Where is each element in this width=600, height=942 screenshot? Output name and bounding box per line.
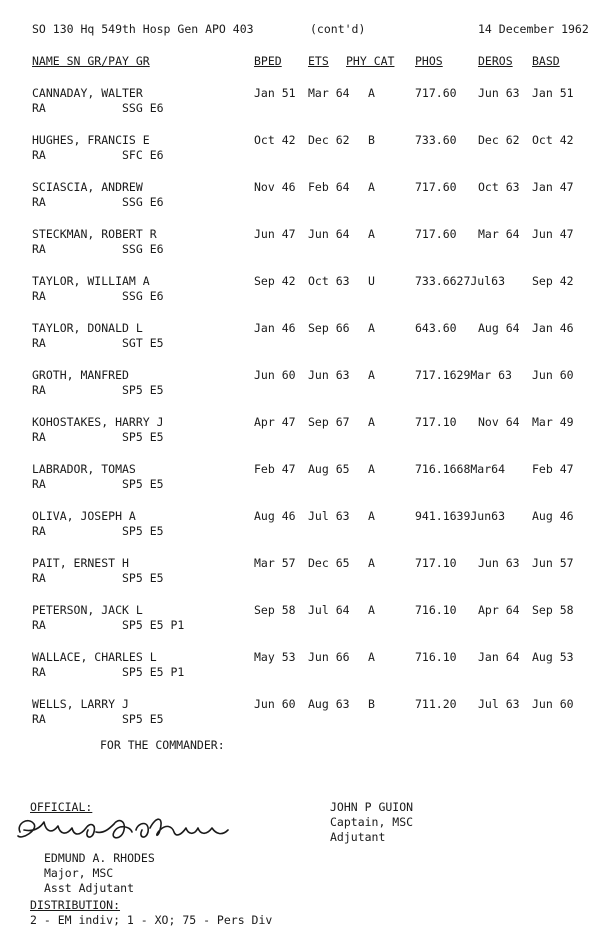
col-header-name: NAME SN GR/PAY GR	[32, 54, 150, 68]
order-reference: SO 130 Hq 549th Hosp Gen APO 403	[32, 22, 254, 36]
phos-value: 716.10	[415, 603, 457, 617]
ets-value: Jun 64	[308, 227, 350, 241]
soldier-name: GROTH, MANFRED	[32, 368, 129, 382]
col-header-ets: ETS	[308, 54, 329, 68]
component: RA	[32, 148, 46, 162]
grade: SFC E6	[122, 148, 164, 162]
bped-value: Jun 60	[254, 368, 296, 382]
deros-value: Nov 64	[478, 415, 520, 429]
phos-value: 733.6627Jul63	[415, 274, 506, 288]
continued-note: (cont'd)	[310, 22, 366, 36]
table-row	[0, 556, 600, 588]
table-row	[0, 227, 600, 259]
grade: SSG E6	[122, 289, 164, 303]
grade: SP5 E5	[122, 383, 164, 397]
phy-cat-value: A	[368, 180, 375, 194]
basd-value: Jan 46	[532, 321, 574, 335]
bped-value: Oct 42	[254, 133, 296, 147]
grade: SP5 E5	[122, 571, 164, 585]
soldier-name: STECKMAN, ROBERT R	[32, 227, 157, 241]
distribution-label: DISTRIBUTION:	[30, 898, 121, 912]
basd-value: Mar 49	[532, 415, 574, 429]
phy-cat-value: B	[368, 697, 375, 711]
basd-value: Aug 46	[532, 509, 574, 523]
component: RA	[32, 336, 46, 350]
soldier-name: TAYLOR, DONALD L	[32, 321, 143, 335]
ets-value: Feb 64	[308, 180, 350, 194]
deros-value: Apr 64	[478, 603, 520, 617]
basd-value: Jun 47	[532, 227, 574, 241]
ets-value: Mar 64	[308, 86, 350, 100]
official-title: Asst Adjutant	[44, 881, 135, 895]
distribution-text: 2 - EM indiv; 1 - XO; 75 - Pers Div	[30, 913, 273, 927]
document-date: 14 December 1962	[478, 22, 589, 36]
col-header-bped: BPED	[254, 54, 282, 68]
component: RA	[32, 242, 46, 256]
phos-value: 716.1668Mar64	[415, 462, 506, 476]
grade: SP5 E5	[122, 712, 164, 726]
basd-value: Sep 42	[532, 274, 574, 288]
phy-cat-value: A	[368, 86, 375, 100]
ets-value: Sep 66	[308, 321, 350, 335]
component: RA	[32, 477, 46, 491]
signer-name: JOHN P GUION	[330, 800, 414, 814]
grade: SP5 E5	[122, 477, 164, 491]
bped-value: Nov 46	[254, 180, 296, 194]
deros-value: Jun 63	[478, 86, 520, 100]
handwritten-signature	[14, 810, 264, 850]
component: RA	[32, 571, 46, 585]
component: RA	[32, 665, 46, 679]
bped-value: Mar 57	[254, 556, 296, 570]
bped-value: May 53	[254, 650, 296, 664]
deros-value: Dec 62	[478, 133, 520, 147]
soldier-name: WELLS, LARRY J	[32, 697, 129, 711]
ets-value: Jul 63	[308, 509, 350, 523]
phy-cat-value: A	[368, 556, 375, 570]
grade: SP5 E5	[122, 524, 164, 538]
col-header-phos: PHOS	[415, 54, 443, 68]
bped-value: Jun 60	[254, 697, 296, 711]
phy-cat-value: A	[368, 227, 375, 241]
ets-value: Sep 67	[308, 415, 350, 429]
grade: SP5 E5 P1	[122, 665, 185, 679]
bped-value: Jan 46	[254, 321, 296, 335]
table-row	[0, 509, 600, 541]
soldier-name: TAYLOR, WILLIAM A	[32, 274, 150, 288]
phos-value: 717.10	[415, 415, 457, 429]
basd-value: Oct 42	[532, 133, 574, 147]
phos-value: 643.60	[415, 321, 457, 335]
ets-value: Aug 63	[308, 697, 350, 711]
col-header-basd: BASD	[532, 54, 560, 68]
basd-value: Aug 53	[532, 650, 574, 664]
phy-cat-value: A	[368, 462, 375, 476]
basd-value: Jun 60	[532, 368, 574, 382]
deros-value: Oct 63	[478, 180, 520, 194]
soldier-name: SCIASCIA, ANDREW	[32, 180, 143, 194]
basd-value: Sep 58	[532, 603, 574, 617]
phos-value: 733.60	[415, 133, 457, 147]
for-commander: FOR THE COMMANDER:	[100, 738, 225, 752]
table-row	[0, 603, 600, 635]
table-row	[0, 86, 600, 118]
table-row	[0, 368, 600, 400]
ets-value: Dec 65	[308, 556, 350, 570]
bped-value: Feb 47	[254, 462, 296, 476]
table-row	[0, 180, 600, 212]
official-label: OFFICIAL:	[30, 800, 93, 814]
phos-value: 717.60	[415, 86, 457, 100]
phy-cat-value: A	[368, 650, 375, 664]
table-row	[0, 133, 600, 165]
ets-value: Oct 63	[308, 274, 350, 288]
grade: SSG E6	[122, 101, 164, 115]
grade: SSG E6	[122, 195, 164, 209]
basd-value: Jan 47	[532, 180, 574, 194]
phy-cat-value: A	[368, 415, 375, 429]
basd-value: Feb 47	[532, 462, 574, 476]
soldier-name: PAIT, ERNEST H	[32, 556, 129, 570]
component: RA	[32, 383, 46, 397]
phos-value: 717.60	[415, 227, 457, 241]
ets-value: Aug 65	[308, 462, 350, 476]
bped-value: Jun 47	[254, 227, 296, 241]
soldier-name: KOHOSTAKES, HARRY J	[32, 415, 164, 429]
phy-cat-value: A	[368, 603, 375, 617]
ets-value: Jul 64	[308, 603, 350, 617]
grade: SGT E5	[122, 336, 164, 350]
grade: SP5 E5	[122, 430, 164, 444]
component: RA	[32, 712, 46, 726]
soldier-name: PETERSON, JACK L	[32, 603, 143, 617]
table-row	[0, 650, 600, 682]
bped-value: Sep 58	[254, 603, 296, 617]
signer-rank: Captain, MSC	[330, 815, 414, 829]
bped-value: Jan 51	[254, 86, 296, 100]
table-row	[0, 274, 600, 306]
bped-value: Apr 47	[254, 415, 296, 429]
phy-cat-value: U	[368, 274, 375, 288]
phos-value: 717.1629Mar 63	[415, 368, 512, 382]
phos-value: 717.10	[415, 556, 457, 570]
soldier-name: WALLACE, CHARLES L	[32, 650, 157, 664]
component: RA	[32, 430, 46, 444]
phy-cat-value: A	[368, 368, 375, 382]
table-row	[0, 697, 600, 729]
official-rank: Major, MSC	[44, 866, 114, 880]
deros-value: Mar 64	[478, 227, 520, 241]
table-row	[0, 415, 600, 447]
deros-value: Jan 64	[478, 650, 520, 664]
deros-value: Jun 63	[478, 556, 520, 570]
phos-value: 717.60	[415, 180, 457, 194]
col-header-deros: DEROS	[478, 54, 513, 68]
ets-value: Jun 63	[308, 368, 350, 382]
table-row	[0, 462, 600, 494]
phy-cat-value: A	[368, 321, 375, 335]
basd-value: Jun 57	[532, 556, 574, 570]
deros-value: Jul 63	[478, 697, 520, 711]
phos-value: 716.10	[415, 650, 457, 664]
basd-value: Jan 51	[532, 86, 574, 100]
phos-value: 711.20	[415, 697, 457, 711]
basd-value: Jun 60	[532, 697, 574, 711]
soldier-name: CANNADAY, WALTER	[32, 86, 143, 100]
phy-cat-value: B	[368, 133, 375, 147]
deros-value: Aug 64	[478, 321, 520, 335]
component: RA	[32, 101, 46, 115]
grade: SP5 E5 P1	[122, 618, 185, 632]
col-header-phy-cat: PHY CAT	[346, 54, 395, 68]
ets-value: Jun 66	[308, 650, 350, 664]
bped-value: Sep 42	[254, 274, 296, 288]
soldier-name: OLIVA, JOSEPH A	[32, 509, 136, 523]
official-name: EDMUND A. RHODES	[44, 851, 155, 865]
table-row	[0, 321, 600, 353]
signer-title: Adjutant	[330, 830, 386, 844]
bped-value: Aug 46	[254, 509, 296, 523]
soldier-name: LABRADOR, TOMAS	[32, 462, 136, 476]
ets-value: Dec 62	[308, 133, 350, 147]
component: RA	[32, 524, 46, 538]
soldier-name: HUGHES, FRANCIS E	[32, 133, 150, 147]
phos-value: 941.1639Jun63	[415, 509, 506, 523]
grade: SSG E6	[122, 242, 164, 256]
component: RA	[32, 195, 46, 209]
phy-cat-value: A	[368, 509, 375, 523]
component: RA	[32, 289, 46, 303]
component: RA	[32, 618, 46, 632]
